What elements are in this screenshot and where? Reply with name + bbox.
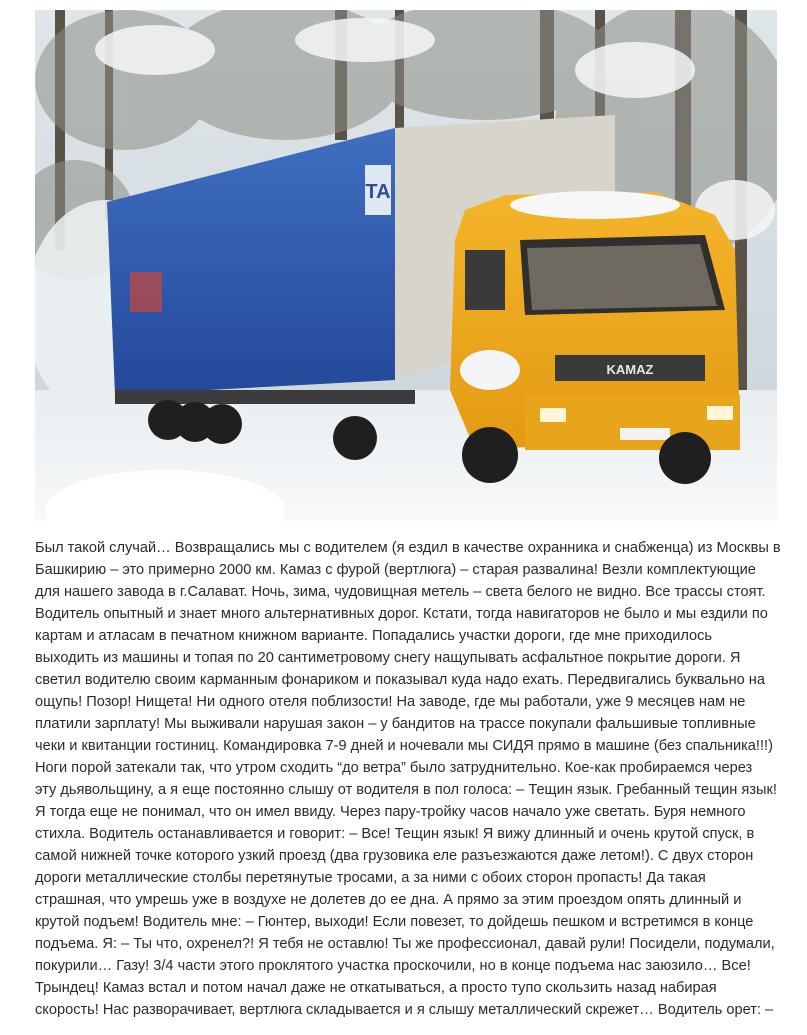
text-line: платили зарплату! Мы выживали нарушая закон – у бандитов на трассе покупали фальшивые топливные [35, 716, 756, 732]
text-line: Башкирию – это примерно 2000 км. Камаз с фурой (вертлюга) – старая развалина! Везли комплектующие [35, 562, 756, 578]
text-line: ощупь! Позор! Нищета! Ни одного отеля поблизости! На заводе, где мы работали, уже 9 месяцев нам не [35, 694, 746, 710]
text-line: светил водителю своим карманным фонариком и показывал куда надо ехать. Передвигались буквально на [35, 672, 765, 688]
text-line: подъема. Я: – Ты что, охренел?! Я тебя не оставлю! Ты же профессионал, давай рули! Посидели, подумали, [35, 936, 775, 952]
text-line: крутой подъем! Водитель мне: – Гюнтер, выходи! Если повезет, то дойдешь пешком и встретимся в конце [35, 914, 754, 930]
text-line: выходить из машины и топая по 20 сантиметровому снегу нащупывать асфальтное покрытие дороги. Я [35, 650, 741, 666]
text-line: чеки и квитанции гостиниц. Командировка 7-9 дней и ночевали мы СИДЯ прямо в машине (без спальника!!!) [35, 738, 773, 754]
text-line: Ноги порой затекали так, что утром сходить “до ветра” было затруднительно. Кое-как пробираемся через [35, 760, 753, 776]
text-line: картам и атласам в печатном книжном варианте. Попадались участки дороги, где мне приходилось [35, 628, 713, 644]
cab-brand: KAMAZ [606, 362, 654, 377]
text-line: дороги металлические столбы перетянутые тросами, а за ними с обоих сторон пропасть! Да такая [35, 870, 706, 886]
truck-photo [35, 10, 777, 521]
text-line: для нашего завода в г.Салават. Ночь, зима, чудовищная метель – света белого не видно. Все трассы стоят. [35, 584, 766, 600]
text-line: страшная, что умрешь уже в воздухе не долетев до ее дна. А прямо за этим проездом опять длинный и [35, 892, 742, 908]
text-line: эту дьявольщину, а я еще постоянно слышу от водителя в пол голоса: – Тещин язык. Гребанный тещин язык! [35, 782, 777, 798]
truck-cab [450, 191, 740, 450]
text-line: Водитель опытный и знает много альтернативных дорог. Кстати, тогда навигаторов не было и мы ездили по [35, 606, 768, 622]
text-line: скорость! Нас разворачивает, вертлюга складывается и я слышу металлический скрежет… Водитель орет: – [35, 1002, 774, 1018]
trailer-logo: TA [365, 181, 391, 203]
text-line: Я тогда еще не понимал, что он имел ввиду. Через пару-тройку часов начало уже светать. Буря немного [35, 804, 746, 820]
text-line: Трындец! Камаз встал и потом начал даже не откатываться, а просто тупо скользить назад набирая [35, 980, 717, 996]
text-line: самой нижней точке которого узкий проезд (два грузовика еле разъезжаются даже летом!). С двух сторон [35, 848, 754, 864]
text-line: стихла. Водитель останавливается и говорит: – Все! Тещин язык! Я вижу длинный и очень крутой спуск, в [35, 826, 755, 842]
story-paragraph [35, 537, 783, 1021]
text-line: покурили… Газу! 3/4 части этого проклятого участка проскочили, но в конце подъема нас заюзило… Все! [35, 958, 751, 974]
text-line: Был такой случай… Возвращались мы с водителем (я ездил в качестве охранника и снабженца) из Москвы в [35, 540, 781, 556]
article-text [35, 537, 783, 1021]
